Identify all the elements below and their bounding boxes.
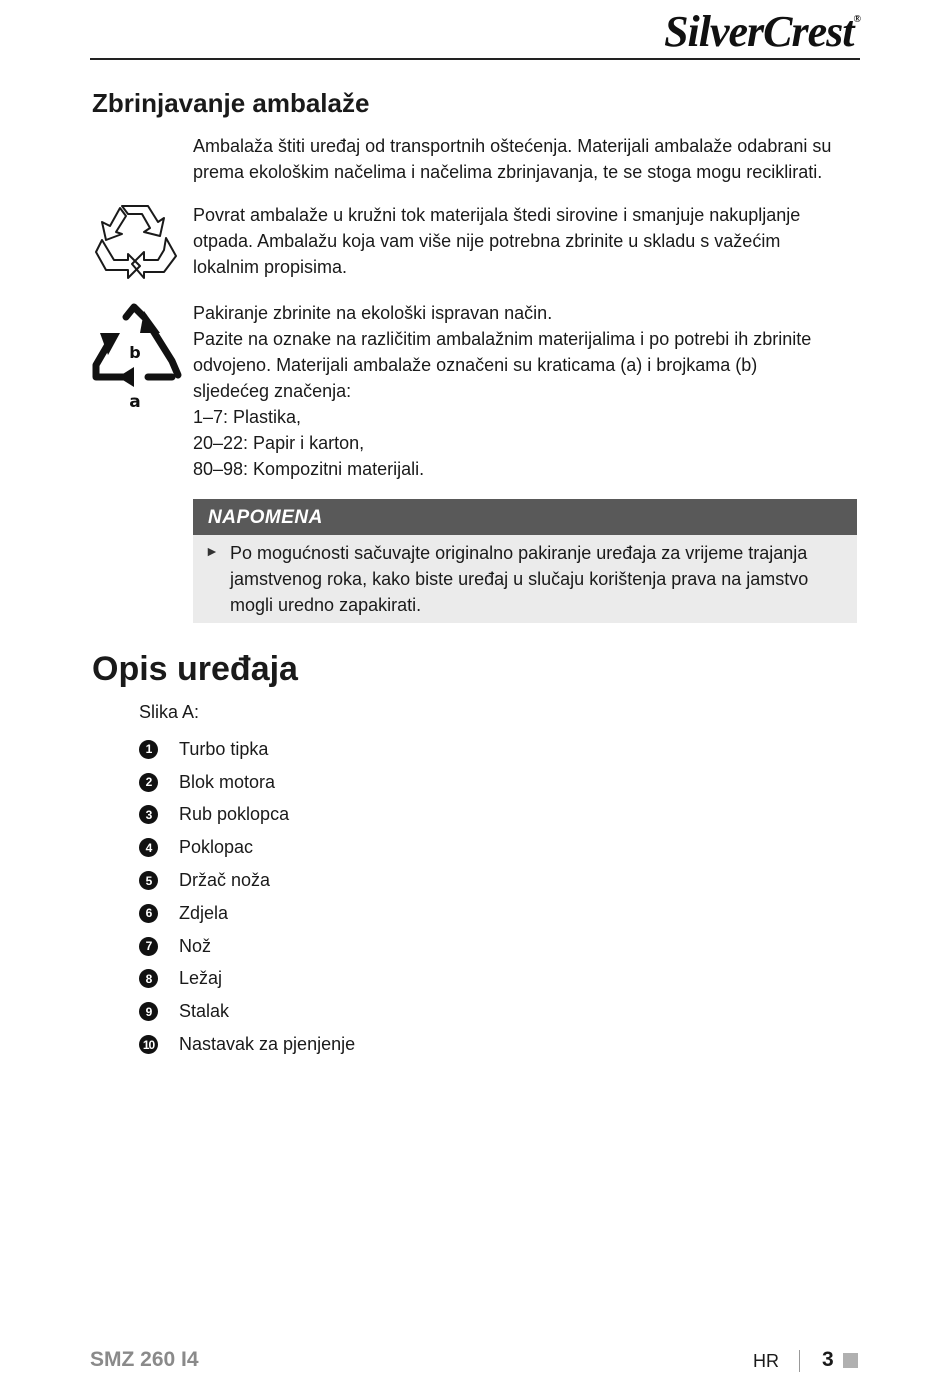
- text-line: 20–22: Papir i karton,: [193, 433, 365, 453]
- number-badge: 9: [139, 1002, 158, 1021]
- page-number: 3: [822, 1348, 834, 1371]
- resin-label-b: b: [129, 343, 141, 362]
- paragraph-packaging-intro: [193, 133, 863, 185]
- text-line: Pazite na oznake na različitim ambalažnim materijalima i po potrebi ih zbrinite: [193, 329, 812, 349]
- page-marker-square: [843, 1353, 858, 1368]
- recycle-icon: [92, 200, 178, 282]
- note-text: [230, 540, 808, 618]
- resin-label-a: a: [129, 392, 141, 411]
- part-label: Nož: [179, 935, 212, 956]
- part-label: Zdjela: [179, 902, 229, 923]
- number-badge: 3: [139, 805, 158, 824]
- list-item: [139, 1028, 355, 1061]
- resin-code-icon: [88, 303, 184, 411]
- text-line: odvojeno. Materijali ambalaže označeni su kraticama (a) i brojkama (b): [193, 355, 758, 375]
- paragraph-disposal: [193, 300, 863, 482]
- number-badge: 7: [139, 937, 158, 956]
- number-badge: 6: [139, 904, 158, 923]
- part-label: Držač noža: [179, 870, 271, 891]
- list-item: [139, 831, 355, 864]
- list-item: [139, 995, 355, 1028]
- text-line: Po mogućnosti sačuvajte originalno pakiranje uređaja za vrijeme trajanja: [230, 543, 808, 563]
- list-item: [139, 930, 355, 963]
- part-label: Poklopac: [179, 837, 254, 858]
- footer-divider: [799, 1350, 800, 1372]
- text-line: sljedećeg značenja:: [193, 381, 352, 401]
- number-badge: 10: [139, 1035, 158, 1054]
- text-line: Povrat ambalaže u kružni tok materijala štedi sirovine i smanjuje nakupljanje: [193, 205, 801, 225]
- bullet-arrow-icon: ►: [205, 543, 219, 559]
- number-badge: 4: [139, 838, 158, 857]
- text-line: jamstvenog roka, kako biste uređaj u slučaju korištenja prava na jamstvo: [230, 569, 809, 589]
- list-item: [139, 897, 355, 930]
- number-badge: 8: [139, 969, 158, 988]
- part-label: Stalak: [179, 1001, 230, 1022]
- registered-mark: ®: [853, 14, 860, 25]
- text-line: mogli uredno zapakirati.: [230, 595, 422, 615]
- note-box: [193, 499, 857, 623]
- part-label: Blok motora: [179, 771, 276, 792]
- paragraph-recycling: [193, 202, 863, 280]
- note-header: NAPOMENA: [193, 499, 857, 535]
- list-item: [139, 799, 355, 832]
- list-item: [139, 963, 355, 996]
- parts-list: [139, 733, 355, 1061]
- brand-logo: [664, 6, 860, 57]
- part-label: Ležaj: [179, 968, 223, 989]
- part-label: Rub poklopca: [179, 804, 290, 825]
- list-item: [139, 733, 355, 766]
- footer-language: HR: [753, 1351, 779, 1371]
- section-title-description: Opis uređaja: [92, 650, 298, 688]
- header-rule: [90, 58, 860, 60]
- text-line: 1–7: Plastika,: [193, 407, 302, 427]
- text-line: Pakiranje zbrinite na ekološki ispravan način.: [193, 303, 553, 323]
- figure-label: Slika A:: [139, 702, 200, 722]
- text-line: otpada. Ambalažu koja vam više nije potrebna zbrinite u skladu s važećim: [193, 231, 781, 251]
- logo-text: SilverCrest: [664, 7, 854, 56]
- part-label: Nastavak za pjenjenje: [179, 1034, 356, 1055]
- text-line: Ambalaža štiti uređaj od transportnih oštećenja. Materijali ambalaže odabrani su: [193, 136, 832, 156]
- text-line: prema ekološkim načelima i načelima zbrinjavanja, te se stoga mogu reciklirati.: [193, 162, 823, 182]
- list-item: [139, 766, 355, 799]
- part-label: Turbo tipka: [179, 738, 269, 759]
- footer-model: SMZ 260 I4: [90, 1348, 199, 1371]
- text-line: lokalnim propisima.: [193, 257, 348, 277]
- number-badge: 5: [139, 871, 158, 890]
- number-badge: 1: [139, 740, 158, 759]
- section-title-packaging: Zbrinjavanje ambalaže: [92, 88, 370, 118]
- number-badge: 2: [139, 773, 158, 792]
- list-item: [139, 864, 355, 897]
- text-line: 80–98: Kompozitni materijali.: [193, 459, 425, 479]
